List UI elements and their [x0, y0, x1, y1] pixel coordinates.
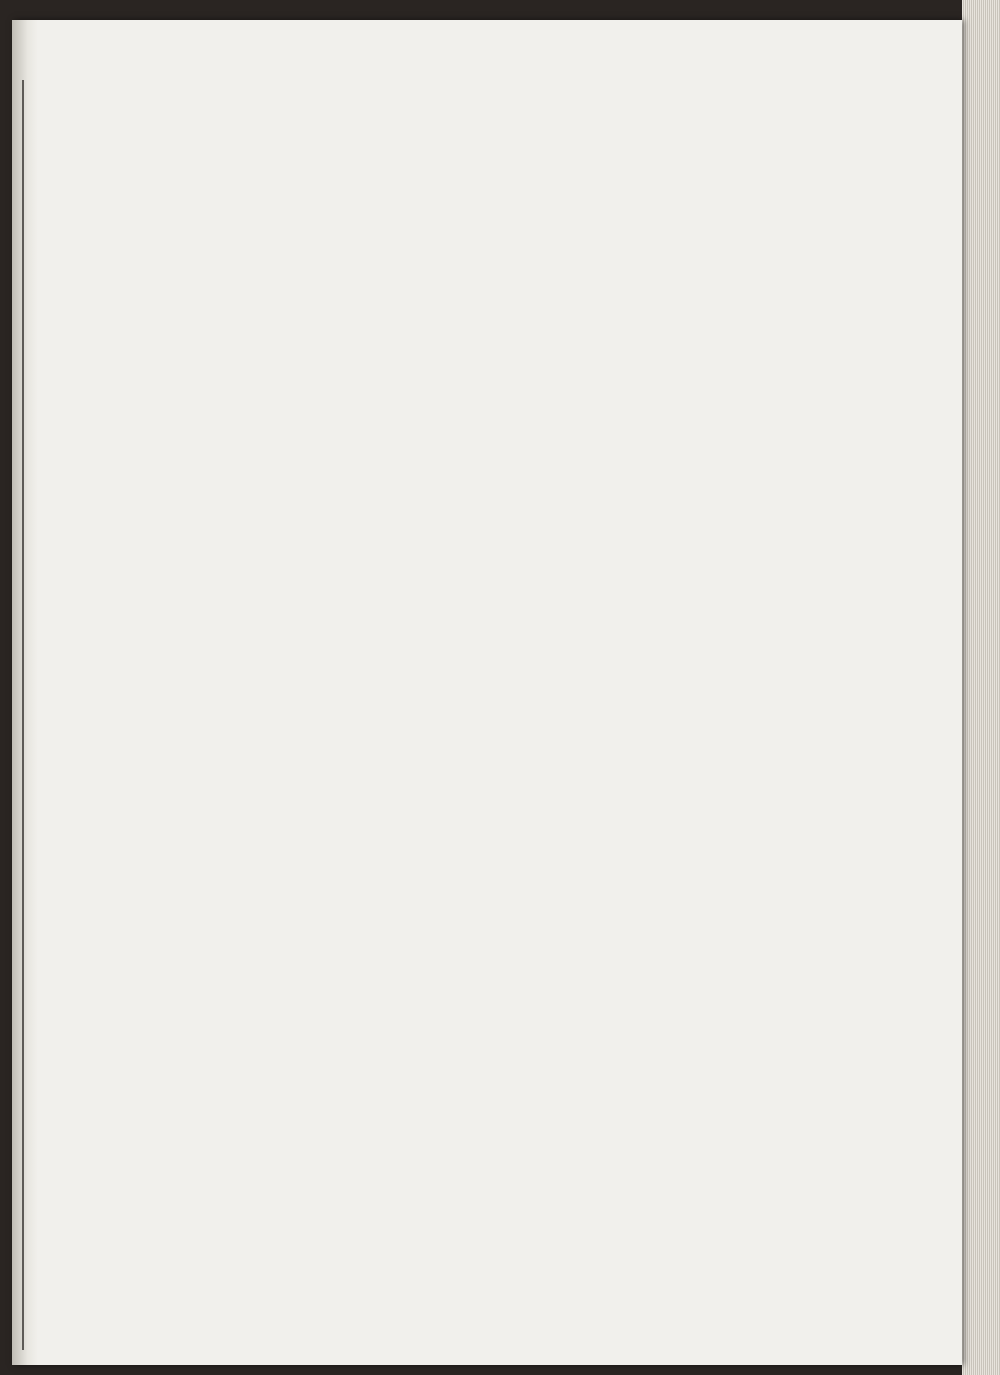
book-page-edges: [962, 0, 1000, 1375]
binding-margin: [12, 20, 38, 1365]
document-page: [12, 20, 962, 1365]
